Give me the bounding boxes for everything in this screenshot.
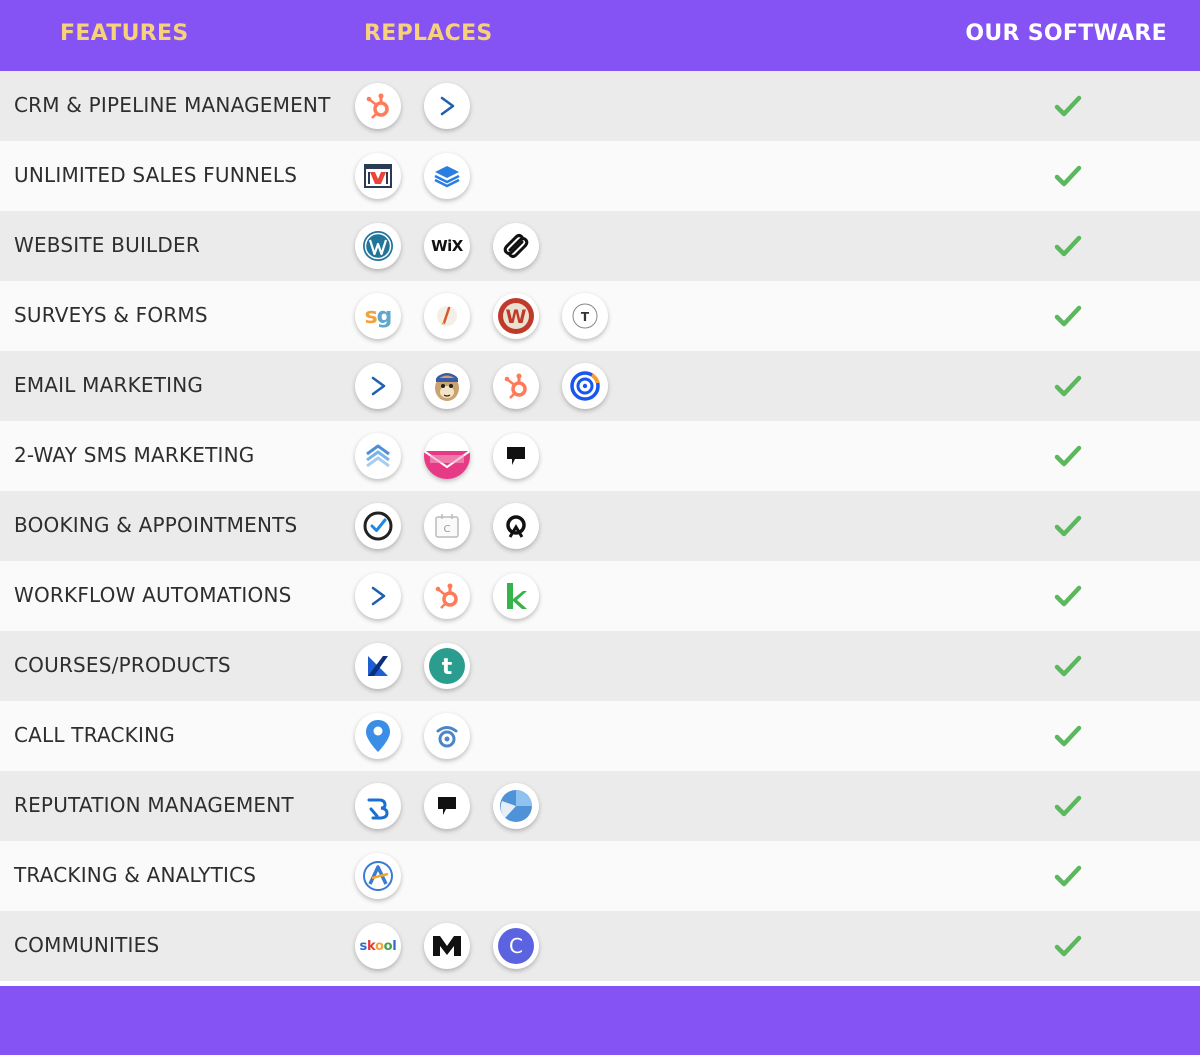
activecampaign-icon	[355, 363, 401, 409]
replaced-tools	[355, 71, 493, 141]
typeform-icon	[562, 293, 608, 339]
checkmark-icon	[1054, 933, 1082, 959]
table-row	[0, 491, 1200, 561]
table-row	[0, 561, 1200, 631]
svg-text:C: C	[443, 524, 451, 535]
replaced-tools	[355, 561, 562, 631]
phone-icon	[424, 713, 470, 759]
replaced-tools	[355, 281, 631, 351]
chevrons-icon	[355, 433, 401, 479]
replaced-tools	[355, 351, 631, 421]
podium-icon	[493, 433, 539, 479]
wix-icon	[424, 223, 470, 269]
checkmark-icon	[1054, 373, 1082, 399]
replaced-tools	[355, 421, 562, 491]
table-row	[0, 911, 1200, 981]
calendly-icon	[424, 503, 470, 549]
feature-label: COURSES/PRODUCTS	[14, 653, 231, 677]
wordpress-icon	[355, 223, 401, 269]
pie-icon	[493, 783, 539, 829]
feature-label: BOOKING & APPOINTMENTS	[14, 513, 298, 537]
skool-icon: skool	[355, 923, 401, 969]
checkmark-icon	[1054, 583, 1082, 609]
hubspot-icon	[493, 363, 539, 409]
layers-icon	[424, 153, 470, 199]
feature-label: WORKFLOW AUTOMATIONS	[14, 583, 292, 607]
feature-label: WEBSITE BUILDER	[14, 233, 200, 257]
surveymonkey-icon	[424, 293, 470, 339]
svg-text:T: T	[580, 310, 590, 324]
feature-label: COMMUNITIES	[14, 933, 160, 957]
features-column-header: FEATURES	[60, 21, 189, 46]
hubspot-icon	[424, 573, 470, 619]
feature-label: TRACKING & ANALYTICS	[14, 863, 257, 887]
replaced-tools	[355, 211, 562, 281]
constant-contact-icon	[562, 363, 608, 409]
feature-label: CRM & PIPELINE MANAGEMENT	[14, 93, 331, 117]
table-row	[0, 211, 1200, 281]
feature-rows	[0, 71, 1200, 981]
table-row	[0, 841, 1200, 911]
checkmark-icon	[1054, 443, 1082, 469]
table-header	[0, 0, 1200, 76]
replaced-tools	[355, 141, 493, 211]
table-row	[0, 281, 1200, 351]
birdeye-icon	[355, 783, 401, 829]
feature-label: REPUTATION MANAGEMENT	[14, 793, 294, 817]
surveygizmo-icon: sg	[355, 293, 401, 339]
wufoo-icon	[493, 293, 539, 339]
table-row	[0, 771, 1200, 841]
checkmark-icon	[1054, 863, 1082, 889]
svg-text:W: W	[505, 306, 527, 328]
location-pin-icon	[355, 713, 401, 759]
table-row	[0, 701, 1200, 771]
circle-icon	[493, 923, 539, 969]
kajabi-icon	[355, 643, 401, 689]
analytics-icon	[355, 853, 401, 899]
replaced-tools	[355, 911, 562, 981]
replaced-tools	[355, 771, 562, 841]
envelope-icon	[424, 433, 470, 479]
feature-label: CALL TRACKING	[14, 723, 175, 747]
check-circle-icon	[355, 503, 401, 549]
table-row	[0, 71, 1200, 141]
podium-icon	[424, 783, 470, 829]
feature-label: 2-WAY SMS MARKETING	[14, 443, 255, 467]
feature-label: EMAIL MARKETING	[14, 373, 204, 397]
checkmark-icon	[1054, 93, 1082, 119]
table-row	[0, 631, 1200, 701]
svg-text:t: t	[441, 655, 453, 680]
activecampaign-icon	[424, 83, 470, 129]
replaced-tools	[355, 491, 562, 561]
table-row	[0, 141, 1200, 211]
hubspot-icon	[355, 83, 401, 129]
checkmark-icon	[1054, 653, 1082, 679]
our-software-column-header: OUR SOFTWARE	[965, 21, 1167, 46]
mailchimp-icon	[424, 363, 470, 409]
checkmark-icon	[1054, 723, 1082, 749]
replaces-column-header: REPLACES	[364, 21, 493, 46]
wix-logo-text: WiX	[431, 237, 463, 255]
feature-label: UNLIMITED SALES FUNNELS	[14, 163, 298, 187]
svg-text:C: C	[509, 934, 523, 958]
squarespace-icon	[493, 223, 539, 269]
keap-icon	[493, 573, 539, 619]
replaced-tools	[355, 701, 493, 771]
mighty-networks-icon	[424, 923, 470, 969]
footer-bar	[0, 986, 1200, 1055]
checkmark-icon	[1054, 233, 1082, 259]
activecampaign-icon	[355, 573, 401, 619]
teachable-icon	[424, 643, 470, 689]
replaced-tools	[355, 841, 424, 911]
table-row	[0, 421, 1200, 491]
checkmark-icon	[1054, 513, 1082, 539]
checkmark-icon	[1054, 303, 1082, 329]
replaced-tools	[355, 631, 493, 701]
checkmark-icon	[1054, 793, 1082, 819]
acuity-icon	[493, 503, 539, 549]
feature-label: SURVEYS & FORMS	[14, 303, 208, 327]
clickfunnels-icon	[355, 153, 401, 199]
checkmark-icon	[1054, 163, 1082, 189]
table-row	[0, 351, 1200, 421]
